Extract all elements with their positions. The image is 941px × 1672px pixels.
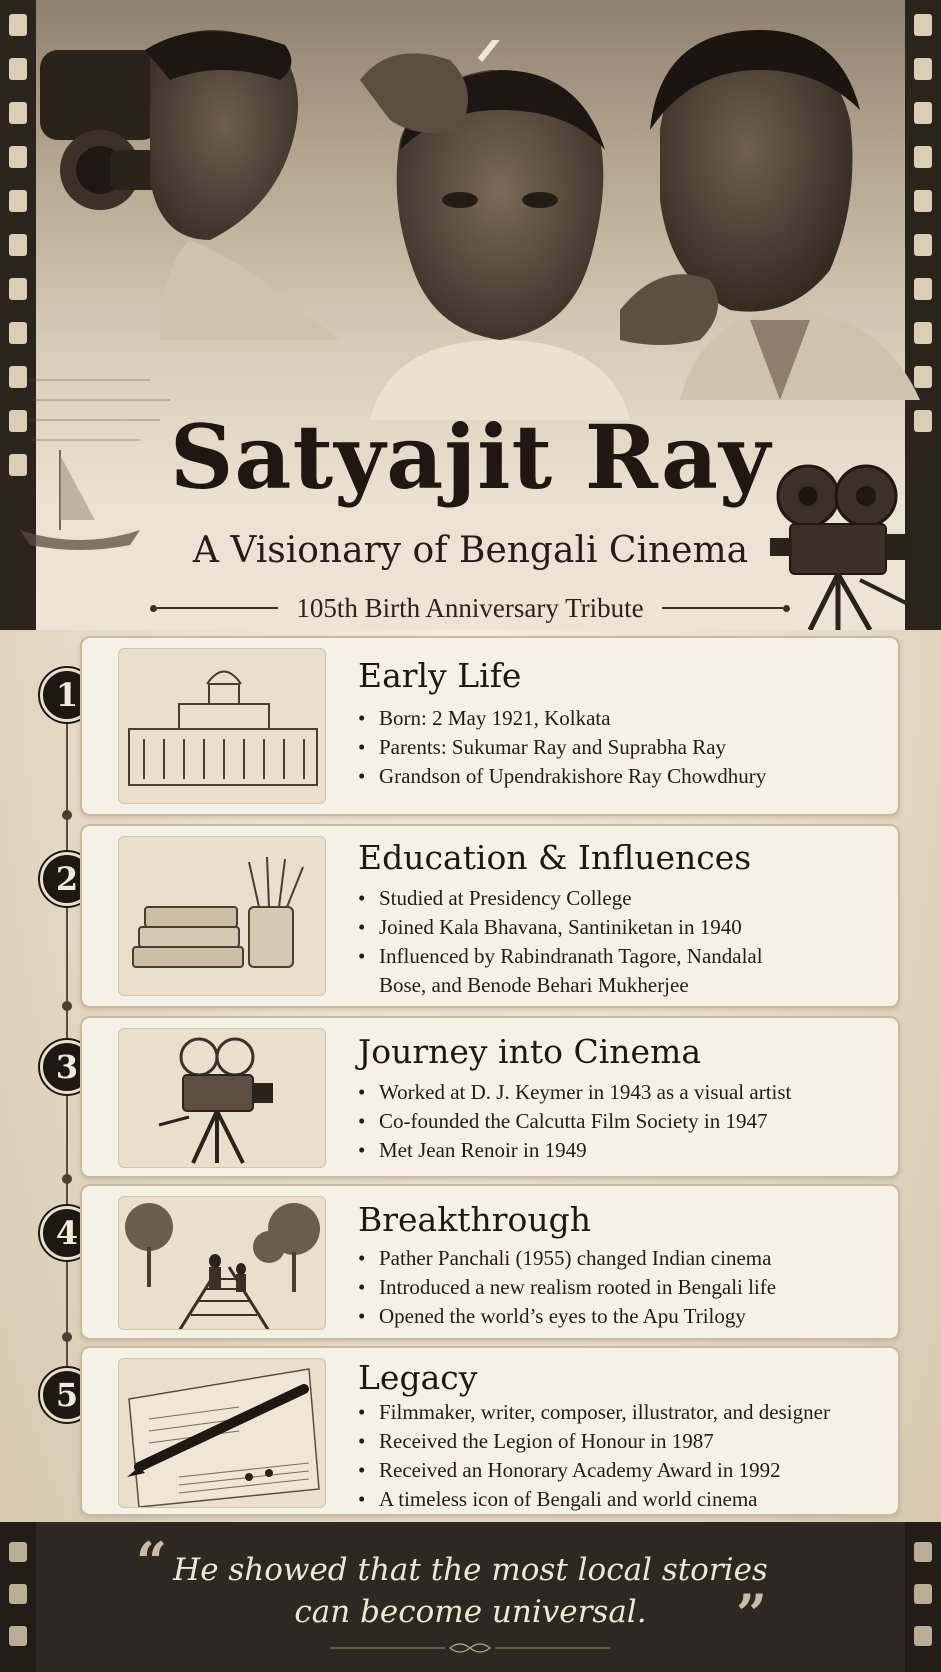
timeline-dot xyxy=(62,810,72,820)
section-title: Education & Influences xyxy=(358,838,752,877)
section-card-early-life xyxy=(80,636,900,816)
section-list xyxy=(358,704,766,791)
list-item: • Filmmaker, writer, composer, illustrator, and designer xyxy=(358,1398,830,1427)
list-item: • Parents: Sukumar Ray and Suprabha Ray xyxy=(358,733,766,762)
list-item: • A timeless icon of Bengali and world cinema xyxy=(358,1485,830,1514)
section-card-breakthrough xyxy=(80,1184,900,1340)
timeline-dot xyxy=(62,1332,72,1342)
section-title: Early Life xyxy=(358,656,522,695)
section-list xyxy=(358,1244,776,1331)
section-card-cinema-journey xyxy=(80,1016,900,1178)
ornament-divider-icon xyxy=(330,1640,610,1656)
section-list xyxy=(358,1078,791,1165)
divider-dot-left xyxy=(150,605,157,612)
list-item: • Born: 2 May 1921, Kolkata xyxy=(358,704,766,733)
open-quote-mark: “ xyxy=(136,1530,168,1594)
section-list xyxy=(358,1398,830,1514)
fountain-pen-music-icon xyxy=(118,1358,326,1508)
step-number-4: 4 xyxy=(40,1206,94,1260)
divider-line-left xyxy=(157,607,278,609)
close-quote-mark: ” xyxy=(736,1582,768,1646)
step-number-5: 5 xyxy=(40,1368,94,1422)
books-and-brushes-icon xyxy=(118,836,326,996)
timeline-dot xyxy=(62,1001,72,1011)
timeline-dot xyxy=(62,1174,72,1184)
list-item: • Studied at Presidency College xyxy=(358,884,763,913)
step-number-3: 3 xyxy=(40,1040,94,1094)
list-item: • Pather Panchali (1955) changed Indian cinema xyxy=(358,1244,776,1273)
list-item: • Grandson of Upendrakishore Ray Chowdhury xyxy=(358,762,766,791)
step-number-1: 1 xyxy=(40,668,94,722)
divider-dot-right xyxy=(783,605,790,612)
list-item: • Worked at D. J. Keymer in 1943 as a visual artist xyxy=(358,1078,791,1107)
list-item: • Joined Kala Bhavana, Santiniketan in 1940 xyxy=(358,913,763,942)
list-item: • Influenced by Rabindranath Tagore, Nandalal xyxy=(358,942,763,971)
portrait-camera-viewfinder xyxy=(40,10,340,340)
list-item: • Received the Legion of Honour in 1987 xyxy=(358,1427,830,1456)
quote-line-1: He showed that the most local stories xyxy=(173,1552,768,1588)
tribute-divider xyxy=(150,588,790,628)
list-item: • Co-founded the Calcutta Film Society in 1947 xyxy=(358,1107,791,1136)
section-card-education xyxy=(80,824,900,1008)
tribute-label: 105th Birth Anniversary Tribute xyxy=(296,592,644,623)
section-title: Journey into Cinema xyxy=(358,1032,702,1071)
list-item: • Opened the world’s eyes to the Apu Trilogy xyxy=(358,1302,776,1331)
colonial-building-icon xyxy=(118,648,326,804)
film-camera-icon xyxy=(118,1028,326,1168)
section-list xyxy=(358,884,763,1000)
list-item: • Met Jean Renoir in 1949 xyxy=(358,1136,791,1165)
quote-line-2: can become universal. xyxy=(294,1594,647,1630)
portrait-center-smoking xyxy=(330,40,660,420)
list-item: • Received an Honorary Academy Award in 1992 xyxy=(358,1456,830,1485)
portrait-right-thinking xyxy=(620,10,920,400)
list-item-continued: Bose, and Benode Behari Mukherjee xyxy=(379,973,689,997)
hero-banner xyxy=(0,0,941,630)
page-subtitle: A Visionary of Bengali Cinema xyxy=(192,530,749,571)
list-item: • Introduced a new realism rooted in Bengali life xyxy=(358,1273,776,1302)
section-card-legacy xyxy=(80,1346,900,1516)
railway-children-icon xyxy=(118,1196,326,1330)
page-title: Satyajit Ray xyxy=(169,405,772,509)
step-number-2: 2 xyxy=(40,852,94,906)
divider-line-right xyxy=(662,607,783,609)
section-title: Breakthrough xyxy=(358,1200,592,1239)
section-title: Legacy xyxy=(358,1358,478,1397)
